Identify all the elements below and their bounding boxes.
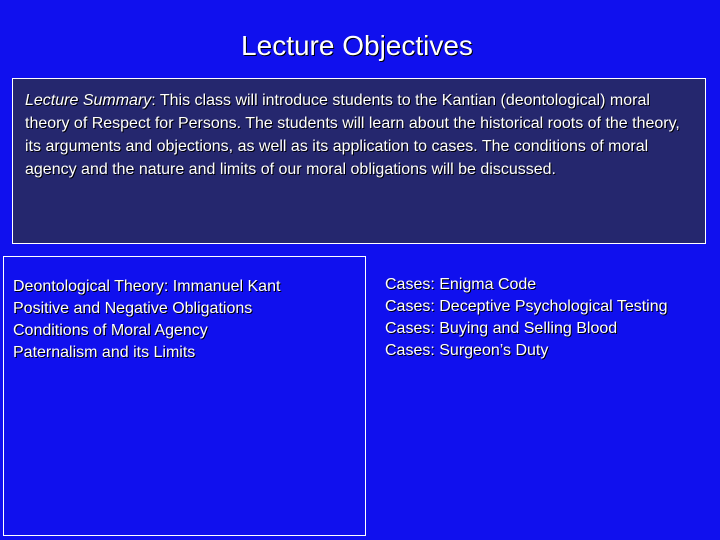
topic-item: Paternalism and its Limits (13, 344, 196, 361)
topic-item: Positive and Negative Obligations (13, 300, 253, 317)
slide-title: Lecture Objectives (241, 30, 473, 61)
case-item: Cases: Enigma Code (385, 276, 537, 293)
summary-lead: Lecture Summary (25, 92, 152, 109)
cases-list (385, 274, 715, 362)
case-item: Cases: Deceptive Psychological Testing (385, 298, 668, 315)
case-item: Cases: Surgeon’s Duty (385, 342, 549, 359)
case-item: Cases: Buying and Selling Blood (385, 320, 618, 337)
lecture-summary-box (12, 78, 706, 244)
topic-item: Conditions of Moral Agency (13, 322, 208, 339)
topics-box (3, 256, 366, 536)
topic-item: Deontological Theory: Immanuel Kant (13, 278, 281, 295)
summary-text: : This class will introduce students to the Kantian (deontological) moral theory of Respect for Persons. The students will learn about the historical roots of the theory, its arguments and objections, as well as its application to cases. The conditions of moral agency and the nature and limits of our moral obligations will be discussed. (25, 92, 680, 178)
